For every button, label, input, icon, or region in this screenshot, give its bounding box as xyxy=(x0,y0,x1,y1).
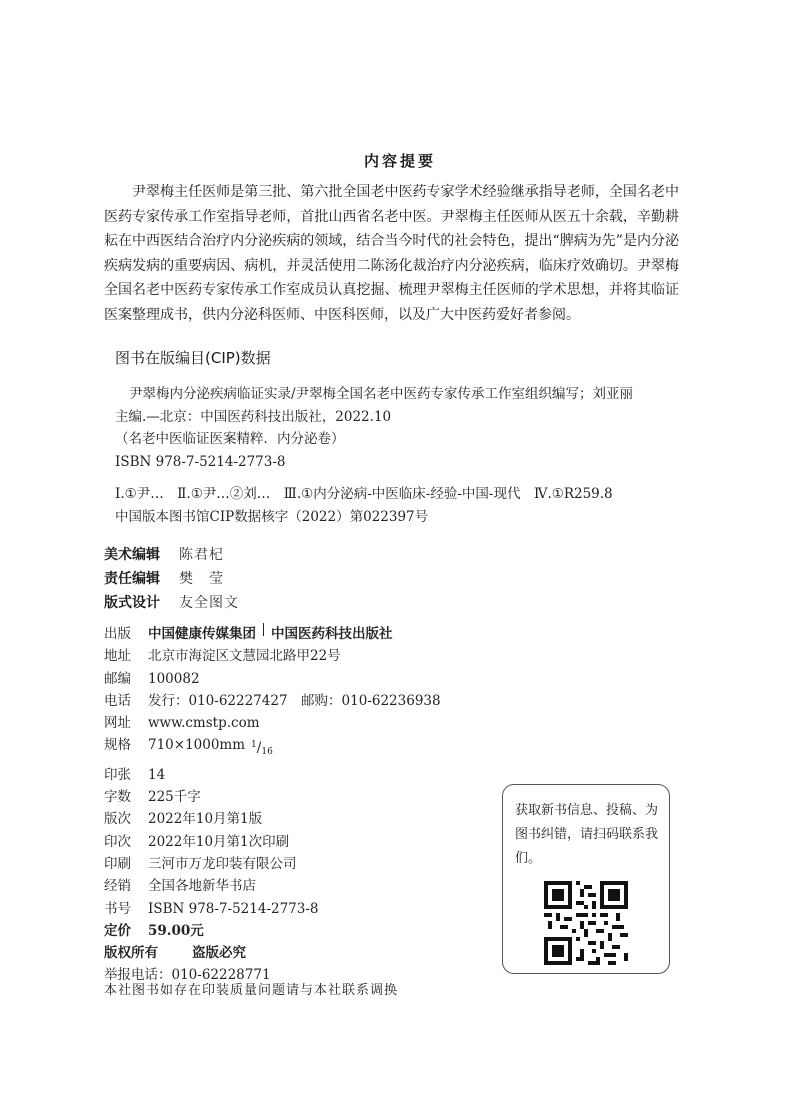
cip-line-imprint: 主编.—北京：中国医药科技出版社，2022.10 xyxy=(115,408,392,425)
format-label: 规格 xyxy=(104,737,131,754)
qr-contact-box xyxy=(502,784,670,974)
edition-label: 版次 xyxy=(104,811,131,828)
footer-notice: 本社图书如存在印装质量问题请与本社联系调换 xyxy=(104,983,399,998)
isbn-value: ISBN 978-7-5214-2773-8 xyxy=(148,900,319,917)
format-fraction-denominator: 16 xyxy=(261,747,273,758)
words-label: 字数 xyxy=(104,789,131,806)
cip-line-title: 尹翠梅内分泌疾病临证实录/尹翠梅全国名老中医药专家传承工作室组织编写；刘亚丽 xyxy=(129,386,634,402)
printer-row xyxy=(104,853,441,875)
publisher-name: 中国医药科技出版社 xyxy=(271,626,393,642)
cip-title: 图书在版编目(CIP)数据 xyxy=(115,349,271,367)
format-value: 710×1000mm xyxy=(148,737,246,754)
words-row xyxy=(104,786,441,808)
price-label: 定价 xyxy=(104,922,131,939)
editor-credits xyxy=(104,543,239,615)
summary-text: 尹翠梅主任医师是第三批、第六批全国老中医药专家学术经验继承指导老师，全国名老中医药专家传承工作室指导老师，首批山西省名老中医。尹翠梅主任医师从医五十余载，辛勤耕耘在中西医结合治疗内分泌疾病的领域，结合当今时代的社会特色，提出“脾病为先”是内分泌疾病发病的重要病因、病机，并灵活使用二陈汤化裁治疗内分泌疾病，临床疗效确切。尹翠梅全国名老中医药专家传承工作室成员认真挖掘、梳理尹翠梅主任医师的学术思想，并将其临证医案整理成书，供内分泌科医师、中医科医师，以及广大中医药爱好者参阅。 xyxy=(104,184,679,323)
isbn-row xyxy=(104,898,441,920)
web-row xyxy=(104,712,441,734)
editor-row xyxy=(104,591,239,615)
isbn-label: 书号 xyxy=(104,900,131,917)
qr-contact-text: 获取新书信息、投稿、为图书纠错，请扫码联系我们。 xyxy=(515,803,659,866)
price-row xyxy=(104,920,441,942)
copyright-row xyxy=(104,942,441,964)
publisher-group: 中国健康传媒集团 xyxy=(148,626,256,642)
copyright-label: 版权所有 xyxy=(104,945,158,962)
distributor-row xyxy=(104,875,441,897)
editor-label: 责任编辑 xyxy=(104,571,160,587)
publication-info xyxy=(104,623,441,987)
printing-value: 2022年10月第1次印刷 xyxy=(148,833,290,850)
phone-label: 电话 xyxy=(104,692,131,709)
editor-value: 友全图文 xyxy=(179,595,239,611)
postcode-row xyxy=(104,668,441,690)
sheets-row xyxy=(104,764,441,786)
qr-code-icon[interactable] xyxy=(544,881,628,965)
editor-value: 陈君杞 xyxy=(179,547,224,563)
address-value: 北京市海淀区文慧园北路甲22号 xyxy=(148,648,341,665)
edition-value: 2022年10月第1版 xyxy=(148,811,263,828)
summary-heading: 内容提要 xyxy=(363,152,436,170)
postcode-label: 邮编 xyxy=(104,670,131,687)
printing-row xyxy=(104,831,441,853)
distributor-value: 全国各地新华书店 xyxy=(148,878,256,895)
printer-value: 三河市万龙印装有限公司 xyxy=(148,855,297,872)
editor-value: 樊 莹 xyxy=(179,571,224,587)
cip-block xyxy=(115,383,675,528)
cip-line-classification: Ⅰ.①尹… Ⅱ.①尹…②刘… Ⅲ.①内分泌病-中医临床-经验-中国-现代 Ⅳ.①R259.8 xyxy=(115,486,613,502)
sheets-value: 14 xyxy=(148,766,166,783)
distributor-label: 经销 xyxy=(104,878,131,895)
web-link[interactable]: www.cmstp.com xyxy=(148,715,260,732)
price-value: 59.00元 xyxy=(148,922,204,939)
report-phone: 举报电话：010-62228771 xyxy=(104,967,271,984)
cip-line-record: 中国版本图书馆CIP数据核字（2022）第022397号 xyxy=(115,508,429,525)
format-fraction-numerator: 1 xyxy=(251,740,257,751)
editor-label: 版式设计 xyxy=(104,595,160,611)
format-row: 规格 710×1000mm $^1/_{16}$ xyxy=(104,734,441,763)
editor-row xyxy=(104,567,239,591)
postcode-value: 100082 xyxy=(148,670,200,687)
copyright-value: 盗版必究 xyxy=(192,945,246,962)
divider xyxy=(263,623,264,636)
edition-row xyxy=(104,808,441,830)
printer-label: 印刷 xyxy=(104,855,131,872)
cip-line-series: （名老中医临证医案精粹．内分泌卷） xyxy=(115,431,345,447)
publisher-label: 出版 xyxy=(104,626,131,642)
address-label: 地址 xyxy=(104,648,131,665)
editor-row xyxy=(104,543,239,567)
phone-value: 发行：010-62227427 邮购：010-62236938 xyxy=(148,692,441,709)
web-label: 网址 xyxy=(104,715,131,732)
cip-line-isbn: ISBN 978-7-5214-2773-8 xyxy=(115,453,286,470)
words-value: 225千字 xyxy=(148,789,201,806)
address-row xyxy=(104,645,441,667)
printing-label: 印次 xyxy=(104,833,131,850)
phone-row xyxy=(104,690,441,712)
sheets-label: 印张 xyxy=(104,766,131,783)
publisher-row xyxy=(104,623,441,645)
editor-label: 美术编辑 xyxy=(104,547,160,563)
